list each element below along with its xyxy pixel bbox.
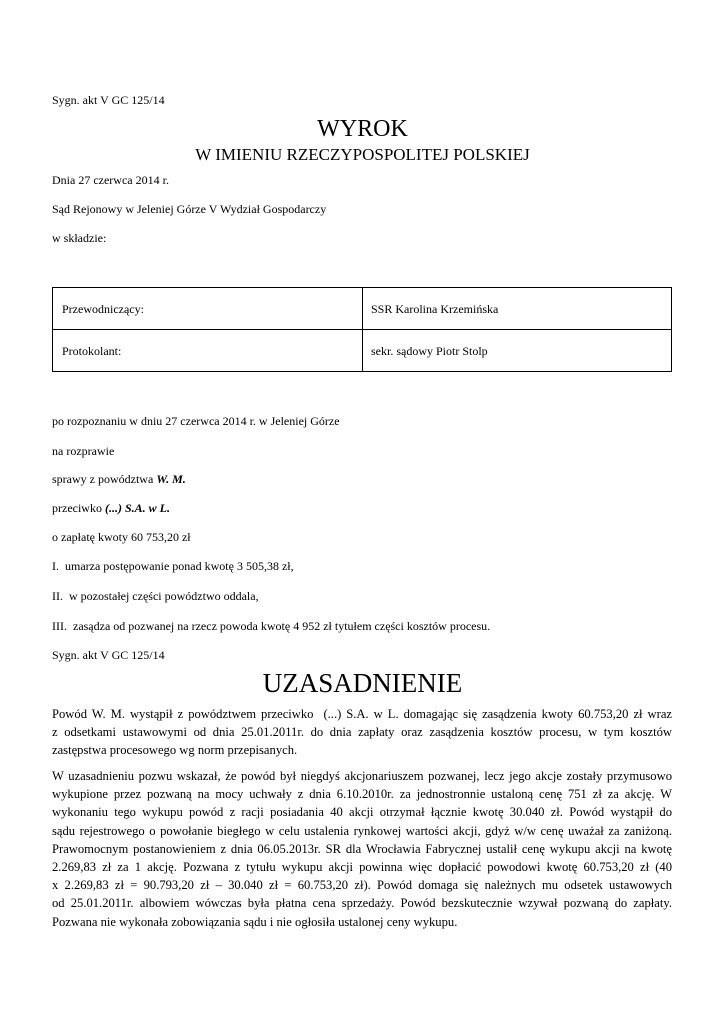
hearing-line: na rozprawie <box>52 444 115 458</box>
case-signature: Sygn. akt V GC 125/14 <box>52 93 165 107</box>
judgment-subtitle: W IMIENIU RZECZYPOSPOLITEJ POLSKIEJ <box>195 145 530 164</box>
paragraph-line: 2.269,83 zł za 1 akcję. Pozwana z tytułu wykupu akcji powinna więc dopłacić powodowi kwotę 60.753,20 zł (40 <box>52 860 672 875</box>
judgment-title: WYROK <box>317 116 408 142</box>
paragraph-line: Prawomocnym postanowieniem z dnia 06.05.2013r. SR dla Wrocławia Fabrycznej ustalił cenę wykupu akcji na kwotę <box>52 841 672 856</box>
role-cell: Protokolant: <box>62 344 122 358</box>
paragraph-line: Pozwana nie wykonała zobowiązania sądu i nie ogłosiła ustalonej ceny wykupu. <box>52 914 458 929</box>
ruling-item: II. w pozostałej części powództwo oddala, <box>52 589 259 603</box>
plaintiff-name: W. M. <box>156 472 186 486</box>
table-column-divider <box>362 288 363 371</box>
paragraph-line: od 25.01.2011r. albowiem wówczas była płatna cena sprzedaży. Powód bezskutecznie wzywał pozwaną do zapłaty. <box>52 896 672 911</box>
role-cell: Przewodniczący: <box>62 302 144 316</box>
justification-paragraph-2 <box>52 767 672 931</box>
composition-intro: w składzie: <box>52 231 107 245</box>
judgment-date: Dnia 27 czerwca 2014 r. <box>52 173 169 187</box>
justification-paragraph-1 <box>52 705 672 760</box>
composition-table <box>52 287 672 372</box>
paragraph-line: zastępstwa procesowego wg norm przepisanych. <box>52 743 298 758</box>
paragraph-line: x 2.269,83 zł = 90.793,20 zł – 30.040 zł = 60.753,20 zł). Powód domaga się należnych mu odsetek ustawowych <box>52 878 672 893</box>
paragraph-line: z odsetkami ustawowymi od dnia 25.01.2011r. do dnia zapłaty oraz zasądzenia kosztów procesu, w tym kosztów <box>52 725 672 740</box>
paragraph-line: wykonaniu tego wykupu powód z racji posiadania 40 akcji otrzymał łącznie kwotę 30.040 zł. Powód wystąpił do <box>52 805 672 820</box>
paragraph-line: wykupione przez pozwaną na mocy uchwały z dnia 6.10.2010r. za jednostronnie ustaloną cenę 751 zł za akcję. W <box>52 787 672 802</box>
defendant-name: (...) S.A. w L. <box>104 501 170 515</box>
paragraph-line: W uzasadnieniu pozwu wskazał, że powód był niegdyś akcjonariuszem pozwanej, lecz jego akcje zostały przymusowo <box>52 769 672 783</box>
justification-title: UZASADNIENIE <box>262 668 463 698</box>
claim-line <box>52 473 186 485</box>
paragraph-line: Powód W. M. wystąpił z powództwem przeciwko (...) S.A. w L. domagając się zasądzenia kwoty 60.753,20 zł wraz <box>52 707 672 721</box>
defendant-line <box>52 502 170 514</box>
proceedings-line: po rozpoznaniu w dniu 27 czerwca 2014 r. w Jeleniej Górze <box>52 414 340 428</box>
ruling-item: I. umarza postępowanie ponad kwotę 3 505,38 zł, <box>52 559 294 573</box>
paragraph-line: sądu rejestrowego o powołanie biegłego w celu ustalenia rynkowej wartości akcji, gdyż w/w cenę uważał za zaniżoną. <box>52 823 672 838</box>
against-prefix: przeciwko <box>52 501 105 515</box>
court-name: Sąd Rejonowy w Jeleniej Górze V Wydział Gospodarczy <box>52 202 327 216</box>
justification-signature: Sygn. akt V GC 125/14 <box>52 648 165 662</box>
person-cell: SSR Karolina Krzemińska <box>371 302 499 316</box>
ruling-item: III. zasądza od pozwanej na rzecz powoda kwotę 4 952 zł tytułem części kosztów procesu. <box>52 619 491 633</box>
subject-line: o zapłatę kwoty 60 753,20 zł <box>52 530 191 544</box>
person-cell: sekr. sądowy Piotr Stolp <box>371 344 488 358</box>
claim-prefix: sprawy z powództwa <box>52 472 157 486</box>
